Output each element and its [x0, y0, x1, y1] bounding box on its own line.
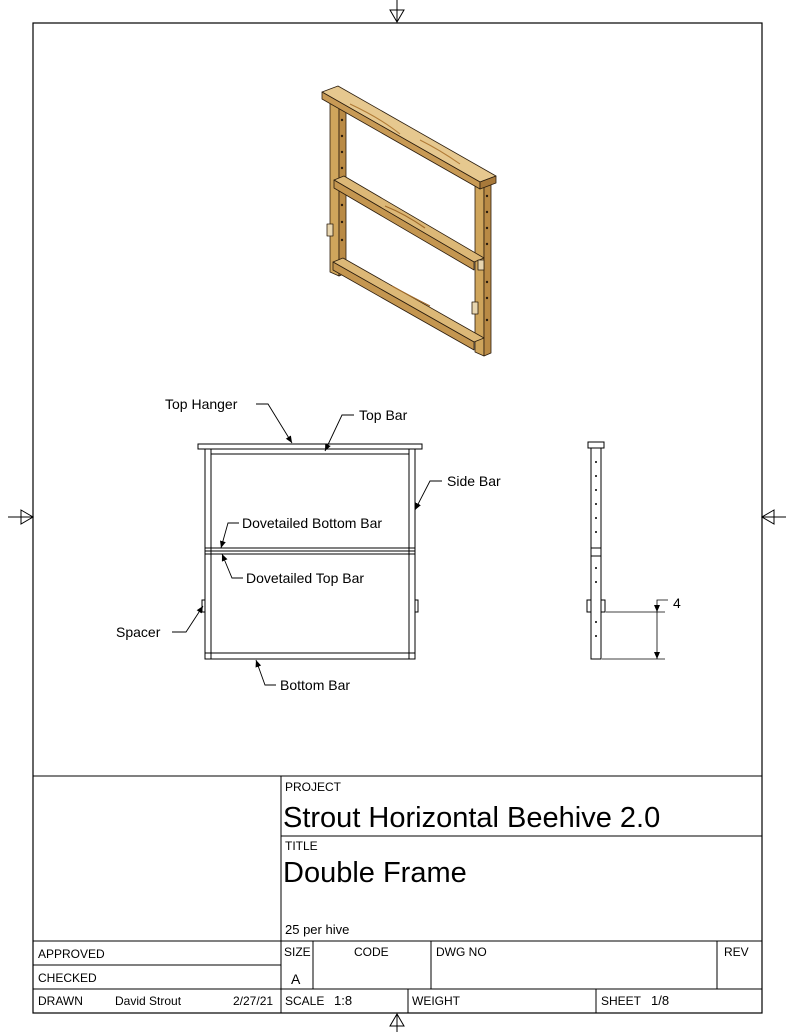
iso-bottom-bar — [333, 258, 484, 342]
drawn-by: David Strout — [115, 994, 182, 1008]
drawing-title: Double Frame — [283, 857, 467, 889]
callout-spacer: Spacer — [116, 624, 161, 640]
front-spacer-right — [415, 600, 418, 612]
front-spacer-left — [202, 600, 205, 612]
rev-label: REV — [724, 945, 749, 959]
callout-top-bar: Top Bar — [359, 407, 408, 423]
callout-leaders — [172, 404, 442, 685]
iso-top-bar — [322, 86, 496, 182]
approved-label: APPROVED — [38, 947, 105, 961]
drawn-label: DRAWN — [38, 994, 83, 1008]
size-label: SIZE — [284, 945, 311, 959]
callout-bottom-bar: Bottom Bar — [280, 677, 351, 693]
dimension-value: 4 — [673, 595, 681, 611]
quantity-note: 25 per hive — [285, 922, 350, 937]
scale-label: SCALE — [285, 994, 325, 1008]
drawn-date: 2/27/21 — [233, 994, 274, 1008]
iso-middle-bar — [334, 176, 484, 262]
callout-side-bar: Side Bar — [447, 473, 501, 489]
project-label: PROJECT — [285, 780, 342, 794]
size-value: A — [291, 971, 301, 987]
sheet-value: 1/8 — [651, 993, 670, 1008]
side-view — [587, 442, 668, 659]
weight-label: WEIGHT — [412, 994, 460, 1008]
front-top-bar — [198, 444, 422, 449]
callout-dovetailed-top-bar: Dovetailed Top Bar — [246, 570, 365, 586]
checked-label: CHECKED — [38, 971, 97, 985]
callout-top-hanger: Top Hanger — [165, 396, 238, 412]
isometric-frame-view — [322, 86, 496, 356]
iso-spacer-right — [472, 302, 478, 314]
front-bottom-bar — [205, 653, 415, 659]
side-top-hanger — [588, 442, 604, 448]
code-label: CODE — [354, 945, 389, 959]
iso-spacer-left — [327, 224, 333, 236]
side-bar-profile — [591, 448, 601, 659]
callout-dovetailed-bottom-bar: Dovetailed Bottom Bar — [242, 515, 383, 531]
dwg-no-label: DWG NO — [436, 945, 487, 959]
sheet-label: SHEET — [601, 994, 642, 1008]
scale-value: 1:8 — [334, 993, 353, 1008]
title-label: TITLE — [285, 839, 318, 853]
project-name: Strout Horizontal Beehive 2.0 — [283, 802, 661, 834]
front-view — [198, 444, 422, 659]
